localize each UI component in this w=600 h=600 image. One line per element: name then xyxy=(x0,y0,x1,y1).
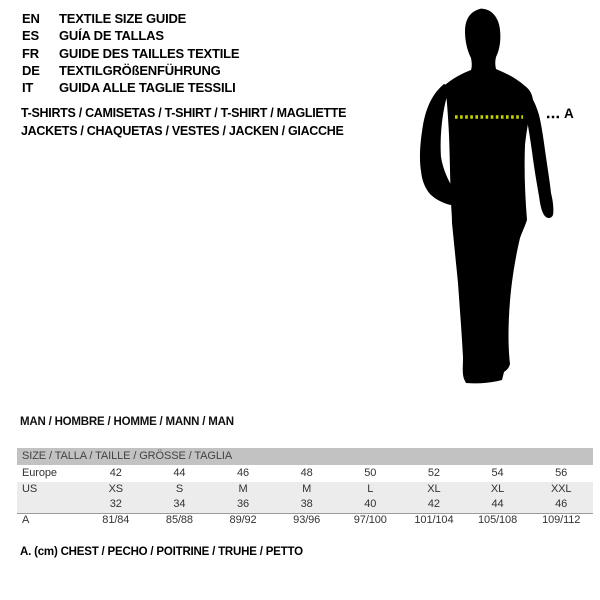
table-cell: 34 xyxy=(173,498,186,510)
table-cell: 40 xyxy=(364,498,377,510)
table-cell: 44 xyxy=(491,498,504,510)
table-cell: 48 xyxy=(300,467,313,479)
table-cell: 36 xyxy=(237,498,250,510)
table-cell: S xyxy=(175,482,184,495)
language-row-it xyxy=(22,79,239,96)
measurement-footnote: A. (cm) CHEST / PECHO / POITRINE / TRUHE / PETTO xyxy=(20,546,303,558)
man-silhouette-right-arm xyxy=(521,85,553,218)
table-cell: XS xyxy=(108,482,124,495)
table-cell: 54 xyxy=(491,467,504,479)
language-title: TEXTILE SIZE GUIDE xyxy=(59,11,187,26)
language-list xyxy=(22,10,239,96)
table-cell: 46 xyxy=(237,467,250,479)
language-row-de xyxy=(22,62,239,79)
table-cell: XL xyxy=(427,482,441,495)
table-row xyxy=(17,513,593,529)
size-table-header: SIZE / TALLA / TAILLE / GRÖSSE / TAGLIA xyxy=(17,448,593,465)
man-silhouette-body xyxy=(445,9,533,384)
table-cell: 56 xyxy=(555,467,568,479)
language-row-fr xyxy=(22,45,239,62)
garment-categories xyxy=(21,104,346,140)
table-cell: M xyxy=(238,482,248,495)
size-table-body xyxy=(17,466,593,528)
language-title: TEXTILGRÖßENFÜHRUNG xyxy=(59,62,221,78)
language-title: GUIDA ALLE TAGLIE TESSILI xyxy=(59,80,236,96)
table-cell: 42 xyxy=(109,467,122,479)
man-silhouette-figure xyxy=(415,5,575,390)
measure-label-a: A xyxy=(564,106,574,121)
table-cell: XL xyxy=(490,482,505,495)
table-cell: 32 xyxy=(109,498,122,510)
table-cell: 109/112 xyxy=(542,514,581,526)
garment-line-tshirts: T-SHIRTS / CAMISETAS / T-SHIRT / T-SHIRT / MAGLIETTE xyxy=(21,106,347,120)
table-cell: 97/100 xyxy=(353,514,387,526)
table-row xyxy=(17,482,593,498)
section-title-man: MAN / HOMBRE / HOMME / MANN / MAN xyxy=(20,416,234,428)
table-row xyxy=(17,466,593,482)
table-cell: 101/104 xyxy=(414,514,454,526)
table-row xyxy=(17,497,593,513)
size-table xyxy=(17,448,593,528)
table-cell: 85/88 xyxy=(165,514,193,526)
language-row-es xyxy=(22,27,239,44)
table-cell: 81/84 xyxy=(102,514,130,526)
table-cell: 38 xyxy=(300,498,313,510)
language-code: IT xyxy=(22,80,34,96)
row-label: US xyxy=(22,482,38,495)
language-code: EN xyxy=(22,11,40,26)
garment-line-jackets: JACKETS / CHAQUETAS / VESTES / JACKEN / GIACCHE xyxy=(21,124,344,138)
language-row-en xyxy=(22,10,239,27)
table-cell: M xyxy=(302,482,312,495)
language-code: DE xyxy=(22,62,40,78)
table-cell: 50 xyxy=(364,467,377,479)
language-code: ES xyxy=(22,28,39,44)
table-cell: 42 xyxy=(427,498,440,510)
table-cell: XXL xyxy=(550,482,572,495)
table-cell: 89/92 xyxy=(229,514,257,526)
row-label: A xyxy=(22,514,30,526)
language-code: FR xyxy=(22,45,39,61)
man-silhouette-svg xyxy=(415,5,575,390)
language-title: GUÍA DE TALLAS xyxy=(59,28,164,44)
table-cell: 52 xyxy=(427,467,440,479)
table-cell: 44 xyxy=(173,467,186,479)
language-title: GUIDE DES TAILLES TEXTILE xyxy=(59,45,240,61)
table-cell: 46 xyxy=(555,498,568,510)
table-cell: 93/96 xyxy=(293,514,321,526)
table-cell: 105/108 xyxy=(478,514,518,526)
row-label: Europe xyxy=(22,467,57,479)
table-cell: L xyxy=(367,482,374,495)
